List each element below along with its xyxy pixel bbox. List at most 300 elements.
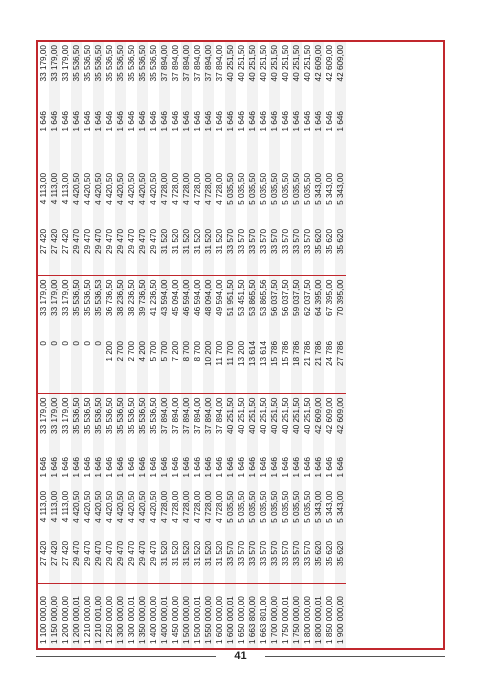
table-row: [313, 42, 324, 648]
table-cell: 1 646: [259, 111, 268, 132]
table-cell: 1 646: [259, 457, 268, 478]
table-row: [225, 42, 236, 648]
table-cell: 31 520: [170, 226, 181, 276]
table-cell: 1 300 000,00: [115, 584, 126, 648]
table-cell: 7 200: [170, 338, 181, 394]
table-cell: 35 536,50: [127, 397, 136, 434]
table-cell: 33 179,00: [39, 45, 48, 82]
table-cell: 31 520: [203, 226, 214, 276]
table-cell: 1 850 000,00: [325, 596, 334, 644]
table-cell: 21 786: [313, 338, 324, 394]
table-cell: 1 646: [313, 108, 324, 170]
table-cell: 67 395,00: [325, 279, 334, 316]
table-cell: 4 420,50: [149, 491, 158, 523]
table-cell: 1 646: [247, 454, 258, 488]
table-cell: 40 251,50: [281, 45, 290, 82]
table-cell: 48 094,00: [203, 276, 214, 338]
table-cell: 4 728,00: [181, 488, 192, 538]
table-row: [82, 42, 93, 648]
table-cell: 37 894,00: [181, 394, 192, 454]
table-cell: 1 646: [325, 111, 334, 132]
table-cell: 5 700: [159, 338, 170, 394]
table-cell: 5 035,50: [225, 170, 236, 226]
table-cell: 27 420: [38, 538, 49, 584]
table-cell: 35 620: [324, 226, 335, 276]
table-cell: 1 800 000,01: [313, 584, 324, 648]
table-cell: 42 609,00: [313, 394, 324, 454]
table-cell: 29 470: [115, 538, 126, 584]
table-cell: 1 646: [71, 108, 82, 170]
table-cell: 4 728,00: [215, 491, 224, 523]
table-row: [192, 42, 203, 648]
table-cell: 5 343,00: [325, 173, 334, 205]
table-cell: 1 300 000,01: [127, 596, 136, 644]
table-cell: 4 728,00: [171, 173, 180, 205]
table-row: [137, 42, 148, 648]
table-cell: 29 470: [71, 538, 82, 584]
table-cell: 1 646: [203, 108, 214, 170]
table-cell: 35 536,53: [93, 276, 104, 338]
table-cell: 5 700: [148, 338, 159, 394]
table-cell: 29 470: [82, 226, 93, 276]
table-cell: 1 646: [193, 111, 202, 132]
table-cell: 1 646: [303, 111, 312, 132]
table-cell: 1 646: [215, 457, 224, 478]
table-cell: 40 251,50: [237, 45, 246, 82]
table-cell: 1 600 000,01: [225, 584, 236, 648]
table-cell: 40 251,50: [303, 397, 312, 434]
table-cell: 31 520: [203, 538, 214, 584]
table-cell: 1 646: [39, 111, 48, 132]
table-cell: 11 700: [225, 338, 236, 394]
table-cell: 33 179,00: [49, 42, 60, 108]
table-cell: 27 420: [49, 226, 60, 276]
table-cell: 8 700: [181, 338, 192, 394]
table-cell: 31 520: [159, 538, 170, 584]
table-cell: 1 400 000,01: [159, 584, 170, 648]
table-cell: 1 646: [93, 108, 104, 170]
table-cell: 1 646: [171, 111, 180, 132]
table-cell: 5 035,50: [225, 488, 236, 538]
table-cell: 1 750 000,01: [281, 596, 290, 644]
table-cell: 1 700 000,00: [269, 584, 280, 648]
table-cell: 40 251,50: [281, 397, 290, 434]
table-cell: 31 520: [170, 538, 181, 584]
table-cell: 33 570: [225, 538, 236, 584]
table-cell: 4 113,00: [61, 173, 70, 205]
table-cell: 33 179,00: [49, 394, 60, 454]
table-cell: 35 536,50: [83, 279, 92, 316]
table-cell: 37 894,00: [203, 394, 214, 454]
table-cell: 1 400 000,00: [149, 596, 158, 644]
table-cell: 33 570: [291, 538, 302, 584]
table-cell: 31 520: [214, 226, 225, 276]
table-cell: 1 646: [237, 111, 246, 132]
table-cell: 41 236,50: [149, 279, 158, 316]
table-cell: 1 646: [171, 457, 180, 478]
table-cell: 4 728,00: [193, 491, 202, 523]
table-cell: 37 894,00: [171, 45, 180, 82]
table-cell: 29 470: [137, 538, 148, 584]
table-cell: 33 570: [302, 538, 313, 584]
table-cell: 1 646: [105, 111, 114, 132]
table-cell: 42 609,00: [325, 45, 334, 82]
table-cell: 45 094,00: [171, 279, 180, 316]
table-cell: 4 420,50: [83, 173, 92, 205]
table-cell: 29 470: [148, 226, 159, 276]
table-cell: 35 536,50: [149, 397, 158, 434]
table-cell: 4 113,00: [39, 491, 48, 523]
table-cell: 1 646: [159, 108, 170, 170]
table-cell: 4 420,50: [127, 173, 136, 205]
rotated-table-frame: [36, 40, 445, 650]
table-cell: 5 343,00: [335, 170, 346, 226]
table-cell: 40 251,50: [291, 42, 302, 108]
table-cell: 33 570: [236, 538, 247, 584]
table-cell: 40 251,50: [247, 394, 258, 454]
table-row: [291, 42, 302, 648]
table-cell: 1 646: [237, 457, 246, 478]
table-cell: 35 620: [335, 226, 346, 276]
table-cell: 46 594,00: [193, 279, 202, 316]
table-cell: 33 179,00: [61, 45, 70, 82]
table-cell: 4 420,50: [71, 170, 82, 226]
table-cell: 1 646: [115, 108, 126, 170]
table-cell: 33 570: [291, 226, 302, 276]
table-cell: 33 570: [280, 538, 291, 584]
page-footer: [36, 649, 445, 663]
table-cell: 51 951,50: [225, 276, 236, 338]
table-cell: 4 420,50: [71, 488, 82, 538]
table-row: [302, 42, 313, 648]
table-cell: 53 451,50: [237, 279, 246, 316]
table-row: [335, 42, 346, 648]
table-cell: 33 179,00: [39, 279, 48, 316]
table-cell: 1 646: [49, 108, 60, 170]
table-cell: 37 894,00: [215, 397, 224, 434]
table-cell: 42 609,00: [335, 394, 346, 454]
table-row: [104, 42, 115, 648]
table-cell: 40 251,50: [303, 45, 312, 82]
table-cell: 4 420,50: [137, 488, 148, 538]
table-cell: 4 728,00: [215, 173, 224, 205]
table-cell: 33 570: [258, 226, 269, 276]
table-cell: 29 470: [71, 226, 82, 276]
data-table: [38, 42, 346, 648]
table-row: [159, 42, 170, 648]
table-cell: 27 420: [60, 226, 71, 276]
table-cell: 1 150 000,00: [49, 584, 60, 648]
table-cell: 1 646: [39, 457, 48, 478]
table-cell: 10 200: [203, 338, 214, 394]
table-cell: 35 536,50: [137, 42, 148, 108]
table-cell: 35 536,50: [83, 45, 92, 82]
table-row: [324, 42, 335, 648]
table-cell: 5 035,50: [269, 488, 280, 538]
table-cell: 38 236,50: [115, 276, 126, 338]
table-cell: 64 395,00: [313, 276, 324, 338]
table-row: [126, 42, 137, 648]
table-cell: 0: [82, 338, 93, 394]
table-cell: 39 736,50: [137, 276, 148, 338]
table-cell: 33 570: [247, 226, 258, 276]
table-body: [38, 42, 346, 648]
footer-rule-right: [265, 656, 445, 657]
table-cell: 4 420,50: [93, 488, 104, 538]
table-cell: 37 894,00: [181, 42, 192, 108]
table-cell: 4 728,00: [181, 170, 192, 226]
table-row: [181, 42, 192, 648]
table-cell: 62 037,50: [303, 279, 312, 316]
table-cell: 29 470: [115, 226, 126, 276]
table-cell: 1 646: [335, 454, 346, 488]
table-cell: 2 700: [126, 338, 137, 394]
table-cell: 37 894,00: [159, 42, 170, 108]
table-cell: 33 570: [302, 226, 313, 276]
table-cell: 1 646: [181, 454, 192, 488]
table-cell: 29 470: [82, 538, 93, 584]
table-cell: 0: [60, 338, 71, 394]
table-cell: 1 646: [149, 111, 158, 132]
table-cell: 37 894,00: [193, 45, 202, 82]
table-cell: 1 646: [127, 457, 136, 478]
table-cell: 33 179,00: [49, 276, 60, 338]
table-cell: 5 035,50: [237, 173, 246, 205]
table-cell: 31 520: [214, 538, 225, 584]
table-cell: 4 728,00: [203, 170, 214, 226]
table-cell: 29 470: [137, 226, 148, 276]
table-cell: 42 609,00: [325, 397, 334, 434]
table-cell: 33 570: [247, 538, 258, 584]
table-row: [71, 42, 82, 648]
table-row: [170, 42, 181, 648]
table-row: [214, 42, 225, 648]
table-cell: 1 646: [225, 454, 236, 488]
table-cell: 11 700: [214, 338, 225, 394]
table-cell: 4 420,50: [93, 170, 104, 226]
table-cell: 35 536,50: [93, 394, 104, 454]
table-row: [148, 42, 159, 648]
table-cell: 27 420: [60, 538, 71, 584]
table-cell: 33 179,00: [61, 279, 70, 316]
table-cell: 18 786: [291, 338, 302, 394]
table-cell: 29 470: [104, 226, 115, 276]
table-cell: 4 420,50: [115, 488, 126, 538]
table-cell: 1 663 801,00: [259, 596, 268, 644]
table-cell: 4 728,00: [159, 170, 170, 226]
table-cell: 31 520: [181, 226, 192, 276]
table-cell: 13 200: [236, 338, 247, 394]
table-cell: 1 646: [181, 108, 192, 170]
table-cell: 29 470: [148, 538, 159, 584]
table-cell: 5 035,50: [303, 491, 312, 523]
table-cell: 1 646: [281, 111, 290, 132]
table-cell: 5 035,50: [259, 491, 268, 523]
table-cell: 33 570: [236, 226, 247, 276]
table-cell: 4 420,50: [149, 173, 158, 205]
table-cell: 35 536,50: [71, 42, 82, 108]
table-cell: 4 420,50: [115, 170, 126, 226]
table-cell: 46 594,00: [181, 276, 192, 338]
table-cell: 1 646: [203, 454, 214, 488]
table-cell: 4 420,50: [137, 170, 148, 226]
table-cell: 70 395,00: [335, 276, 346, 338]
table-cell: 1 646: [247, 108, 258, 170]
table-cell: 33 570: [269, 538, 280, 584]
table-cell: 1 500 000,01: [193, 596, 202, 644]
table-cell: 49 594,00: [215, 279, 224, 316]
table-cell: 33 570: [258, 538, 269, 584]
table-cell: 29 470: [93, 226, 104, 276]
table-cell: 4 420,50: [105, 491, 114, 523]
table-cell: 1 646: [71, 454, 82, 488]
table-cell: 29 470: [93, 538, 104, 584]
table-cell: 1 900 000,00: [335, 584, 346, 648]
table-cell: 1 646: [127, 111, 136, 132]
table-cell: 4 113,00: [49, 170, 60, 226]
table-cell: 1 250 000,00: [105, 596, 114, 644]
table-cell: 29 470: [126, 538, 137, 584]
table-cell: 1 200 000,00: [61, 596, 70, 644]
table-cell: 40 251,50: [259, 45, 268, 82]
table-cell: 1 646: [49, 454, 60, 488]
table-cell: 5 035,50: [281, 491, 290, 523]
table-cell: 2 700: [115, 338, 126, 394]
table-cell: 40 251,50: [225, 42, 236, 108]
table-cell: 43 594,00: [159, 276, 170, 338]
table-cell: 5 035,50: [303, 173, 312, 205]
table-cell: 1 646: [137, 454, 148, 488]
table-cell: 53 865,56: [259, 279, 268, 316]
table-cell: 27 420: [38, 226, 49, 276]
table-cell: 40 251,50: [225, 394, 236, 454]
table-cell: 1 646: [335, 108, 346, 170]
table-cell: 31 520: [159, 226, 170, 276]
table-cell: 4 113,00: [61, 491, 70, 523]
table-cell: 40 251,50: [247, 42, 258, 108]
table-cell: 4 113,00: [49, 488, 60, 538]
table-cell: 0: [93, 338, 104, 394]
table-cell: 37 894,00: [203, 42, 214, 108]
table-cell: 4 728,00: [193, 173, 202, 205]
table-cell: 1 646: [215, 111, 224, 132]
table-cell: 33 570: [225, 226, 236, 276]
table-cell: 1 210 000,00: [83, 596, 92, 644]
table-row: [258, 42, 269, 648]
table-cell: 35 536,50: [115, 394, 126, 454]
table-cell: 40 251,50: [269, 394, 280, 454]
table-cell: 1 646: [325, 457, 334, 478]
table-cell: 5 035,50: [237, 491, 246, 523]
table-cell: 1 646: [281, 457, 290, 478]
table-cell: 1 200: [104, 338, 115, 394]
table-cell: 38 236,50: [127, 279, 136, 316]
table-cell: 4 728,00: [171, 491, 180, 523]
table-cell: 31 520: [181, 538, 192, 584]
table-cell: 5 035,50: [259, 173, 268, 205]
page-number: 41: [234, 650, 247, 662]
table-cell: 1 646: [303, 457, 312, 478]
table-cell: 37 894,00: [215, 45, 224, 82]
table-cell: 1 750 000,00: [291, 584, 302, 648]
table-row: [115, 42, 126, 648]
table-cell: 1 646: [291, 454, 302, 488]
table-cell: 59 037,50: [291, 276, 302, 338]
table-cell: 1 646: [137, 108, 148, 170]
table-cell: 4 728,00: [159, 488, 170, 538]
table-cell: 1 646: [159, 454, 170, 488]
table-cell: 0: [49, 338, 60, 394]
table-cell: 13 614: [247, 338, 258, 394]
table-cell: 5 035,50: [247, 488, 258, 538]
table-cell: 1 646: [93, 454, 104, 488]
table-cell: 36 736,50: [105, 279, 114, 316]
table-cell: 40 251,50: [291, 394, 302, 454]
table-cell: 35 536,50: [71, 276, 82, 338]
table-cell: 1 646: [225, 108, 236, 170]
table-cell: 1 646: [269, 108, 280, 170]
table-cell: 5 035,50: [269, 170, 280, 226]
table-cell: 1 200 000,01: [71, 584, 82, 648]
table-cell: 35 620: [335, 538, 346, 584]
table-cell: 37 894,00: [159, 394, 170, 454]
table-cell: 1 500 000,00: [181, 584, 192, 648]
table-cell: 5 343,00: [325, 491, 334, 523]
table-cell: 35 536,50: [93, 42, 104, 108]
table-row: [49, 42, 60, 648]
table-cell: 5 035,50: [247, 170, 258, 226]
table-cell: 31 520: [192, 538, 203, 584]
table-cell: 5 343,00: [335, 488, 346, 538]
table-cell: 1 650 000,00: [237, 596, 246, 644]
table-cell: 4 113,00: [39, 173, 48, 205]
table-cell: 1 210 001,00: [93, 584, 104, 648]
table-cell: 1 550 000,00: [203, 584, 214, 648]
table-cell: 37 894,00: [171, 397, 180, 434]
table-cell: 1 646: [149, 457, 158, 478]
table-cell: 35 536,50: [105, 45, 114, 82]
table-cell: 1 350 000,00: [137, 584, 148, 648]
table-cell: 1 646: [83, 457, 92, 478]
table-cell: 40 251,50: [259, 397, 268, 434]
table-row: [203, 42, 214, 648]
table-cell: 35 536,50: [105, 397, 114, 434]
table-cell: 35 536,50: [149, 45, 158, 82]
table-row: [60, 42, 71, 648]
table-cell: 5 343,00: [313, 170, 324, 226]
table-cell: 21 786: [302, 338, 313, 394]
table-cell: 1 646: [193, 457, 202, 478]
table-cell: 27 786: [335, 338, 346, 394]
table-cell: 1 800 000,00: [303, 596, 312, 644]
table-cell: 40 251,50: [237, 397, 246, 434]
table-cell: 33 179,00: [39, 397, 48, 434]
table-cell: 33 179,00: [61, 397, 70, 434]
table-cell: 53 865,50: [247, 276, 258, 338]
table-cell: 5 035,50: [291, 170, 302, 226]
table-cell: 29 470: [126, 226, 137, 276]
table-cell: 33 570: [280, 226, 291, 276]
table-cell: 24 786: [324, 338, 335, 394]
table-cell: 35 536,50: [83, 397, 92, 434]
table-cell: 56 037,50: [269, 276, 280, 338]
table-cell: 35 536,50: [127, 45, 136, 82]
table-cell: 1 100 000,00: [39, 596, 48, 644]
table-cell: 27 420: [49, 538, 60, 584]
table-cell: 35 620: [313, 538, 324, 584]
table-cell: 4 420,50: [105, 173, 114, 205]
rotated-table-content: [38, 42, 443, 648]
